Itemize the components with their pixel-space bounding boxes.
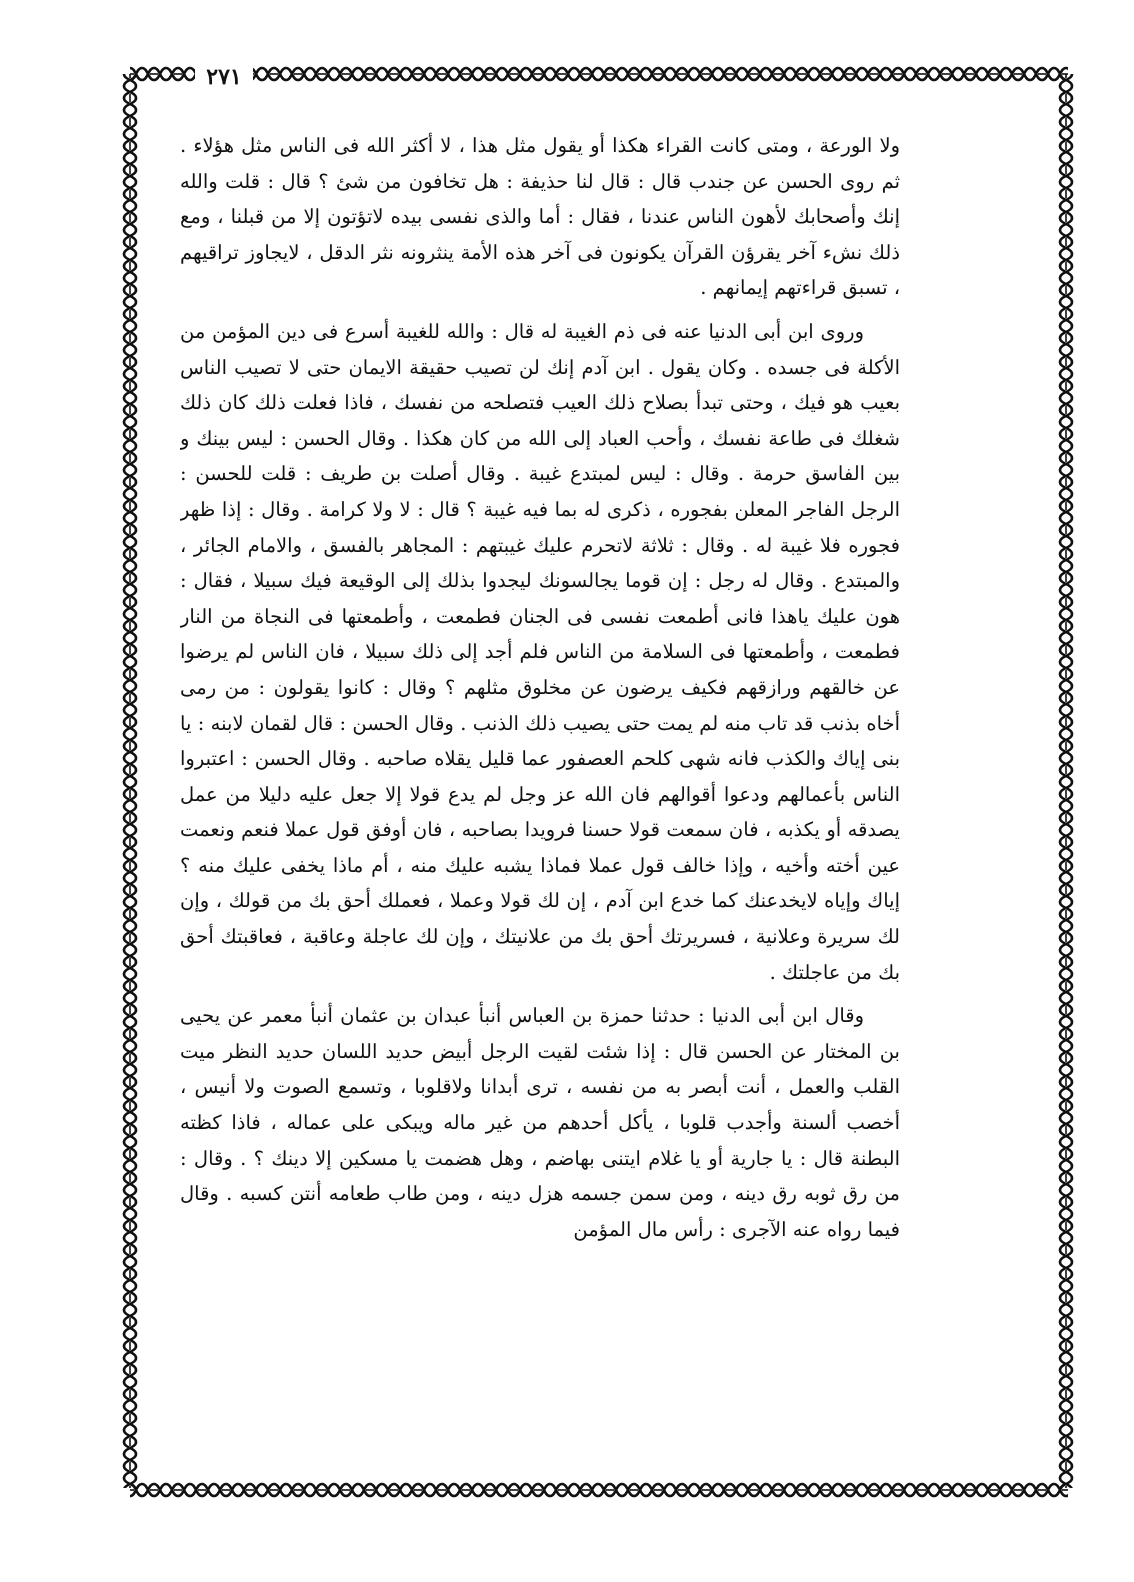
page-number: ٢٧١ — [195, 62, 253, 92]
paragraph-3: وقال ابن أبى الدنيا : حدثنا حمزة بن العباس أنبأ عبدان بن عثمان أنبأ معمر عن يحيى بن المختار عن الحسن قال : إذا شئت لقيت الرجل أبيض حديد اللسان حديد النظر ميت القلب والعمل ، أنت أبصر به من نفسه ، ترى أبدانا ولاقلوبا ، وتسمع الصوت ولا أنيس ، أخصب ألسنة وأجدب قلوبا ، يأكل أحدهم من غير ماله ويبكى على عماله ، فاذا كظته البطنة قال : يا جارية أو يا غلام ايتنى بهاضم ، وهل هضمت يا مسكين إلا دينك ؟ . وقال : من رق ثوبه رق دينه ، ومن سمن جسمه هزل دينه ، ومن طاب طعامه أنتن كسبه . وقال فيما رواه عنه الآجرى : رأس مال المؤمن — [180, 1004, 900, 1241]
page-body — [180, 128, 900, 1448]
paragraph-2: وروى ابن أبى الدنيا عنه فى ذم الغيبة له قال : والله للغيبة أسرع فى دين المؤمن من الأكلة فى جسده . وكان يقول . ابن آدم إنك لن تصيب حقيقة الايمان حتى لا تصيب الناس بعيب هو فيك ، وحتى تبدأ بصلاح ذلك العيب فتصلحه من نفسك ، فاذا فعلت ذلك كان ذلك شغلك فى طاعة نفسك ، وأحب العباد إلى الله من كان هكذا . وقال الحسن : ليس بينك و بين الفاسق حرمة . وقال : ليس لمبتدع غيبة . وقال أصلت بن طريف : قلت للحسن : الرجل الفاجر المعلن بفجوره ، ذكرى له بما فيه غيبة ؟ قال : لا ولا كرامة . وقال : إذا ظهر فجوره فلا غيبة له . وقال : ثلاثة لاتحرم عليك غيبتهم : المجاهر بالفسق ، والامام الجائر ، والمبتدع . وقال له رجل : إن قوما يجالسونك ليجدوا بذلك إلى الوقيعة فيك سبيلا ، فقال : هون عليك ياهذا فانى أطمعت نفسى فى الجنان فطمعت ، وأطمعتها فى النجاة من النار فطمعت ، وأطمعتها فى السلامة من الناس فلم أجد إلى ذلك سبيلا ، فان الناس لم يرضوا عن خالقهم ورازقهم فكيف يرضون عن مخلوق مثلهم ؟ وقال : كانوا يقولون : من رمى أخاه بذنب قد تاب منه لم يمت حتى يصيب ذلك الذنب . وقال الحسن : قال لقمان لابنه : يا بنى إياك والكذب فانه شهى كلحم العصفور عما قليل يقلاه صاحبه . وقال الحسن : اعتبروا الناس بأعمالهم ودعوا أقوالهم فان الله عز وجل لم يدع قولا إلا جعل عليه دليلا من عمل يصدقه أو يكذبه ، فان سمعت قولا حسنا فرويدا بصاحبه ، فان أوفق قول عملا فنعم ونعمت عين أخته وأخيه ، وإذا خالف قول عملا فماذا يشبه عليك منه ، أم ماذا يخفى عليك منه ؟ إياك وإياه لايخدعنك كما خدع ابن آدم ، إن لك قولا وعملا ، فعملك أحق بك من قولك ، وإن لك سريرة وعلانية ، فسريرتك أحق بك من علانيتك ، وإن لك عاجلة وعاقبة ، فعاقبتك أحق بك من عاجلتك . — [180, 319, 900, 984]
paragraph-1: ولا الورعة ، ومتى كانت القراء هكذا أو يقول مثل هذا ، لا أكثر الله فى الناس مثل هؤلاء . ثم روى الحسن عن جندب قال : قال لنا حذيفة : هل تخافون من شئ ؟ قال : قلت والله إنك وأصحابك لأهون الناس عندنا ، فقال : أما والذى نفسى بيده لاتؤتون إلا من قبلنا ، ومع ذلك نشء آخر يقرؤن القرآن يكونون فى آخر هذه الأمة ينثرونه نثر الدقل ، لايجاوز تراقيهم ، تسبق قراءتهم إيمانهم . — [180, 134, 900, 300]
